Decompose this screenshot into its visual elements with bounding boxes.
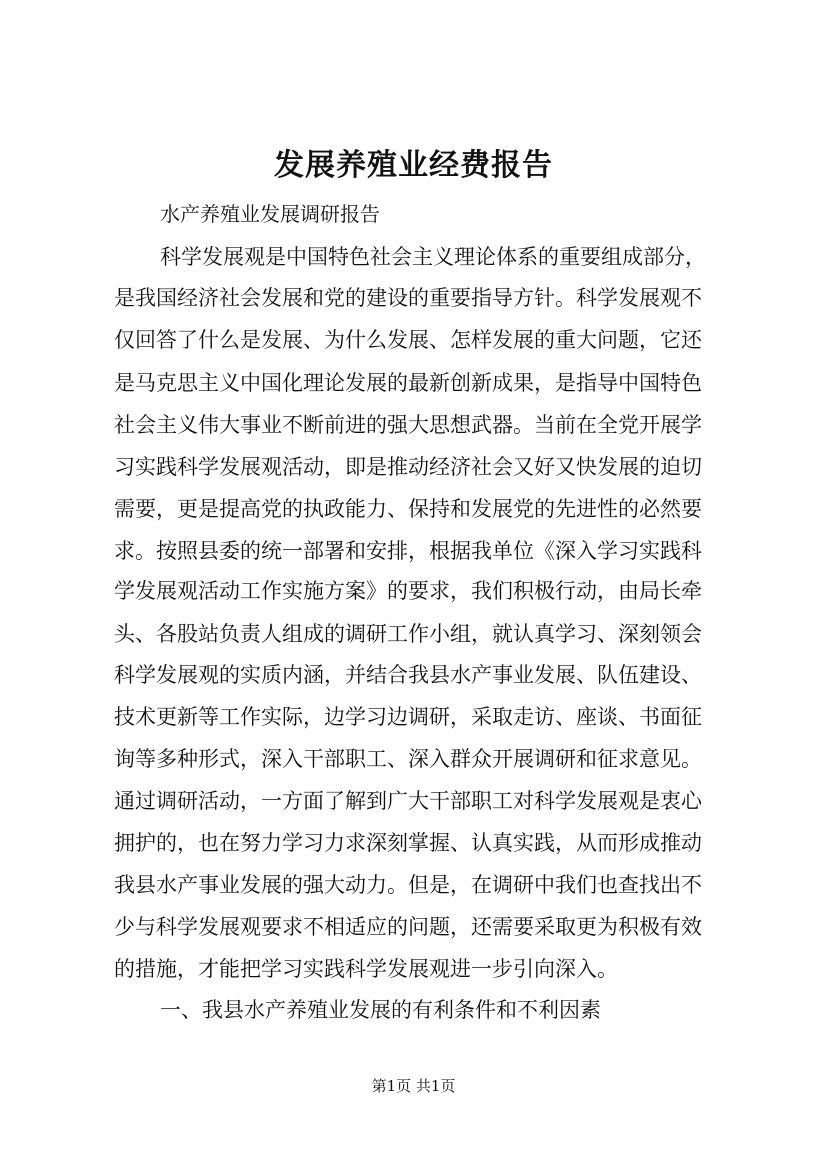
paragraph-line: 科学发展观是中国特色社会主义理论体系的重要组成部分， [160,245,706,269]
section-heading: 一、我县水产养殖业发展的有利条件和不利因素 [160,998,601,1022]
paragraph-line: 询等多种形式，深入干部职工、深入群众开展调研和征求意见。 [114,747,702,771]
paragraph-line: 是我国经济社会发展和党的建设的重要指导方针。科学发展观不 [114,286,702,310]
document-subtitle: 水产养殖业发展调研报告 [160,202,380,226]
document-title: 发展养殖业经费报告 [274,148,553,183]
paragraph-line: 仅回答了什么是发展、为什么发展、怎样发展的重大问题，它还 [114,328,702,352]
paragraph-line: 我县水产事业发展的强大动力。但是，在调研中我们也查找出不 [114,873,702,897]
page-footer: 第1页 共1页 [371,1077,456,1095]
paragraph-line: 的措施，才能把学习实践科学发展观进一步引向深入。 [114,957,618,981]
paragraph-line: 技术更新等工作实际，边学习边调研，采取走访、座谈、书面征 [114,705,702,729]
paragraph-line: 通过调研活动，一方面了解到广大干部职工对科学发展观是衷心 [114,789,702,813]
paragraph-line: 社会主义伟大事业不断前进的强大思想武器。当前在全党开展学 [114,413,702,437]
paragraph-line: 求。按照县委的统一部署和安排，根据我单位《深入学习实践科 [114,539,702,563]
paragraph-line: 头、各股站负责人组成的调研工作小组，就认真学习、深刻领会 [114,622,702,646]
paragraph-line: 习实践科学发展观活动，即是推动经济社会又好又快发展的迫切 [114,455,702,479]
paragraph-line: 少与科学发展观要求不相适应的问题，还需要采取更为积极有效 [114,915,702,939]
paragraph-line: 需要，更是提高党的执政能力、保持和发展党的先进性的必然要 [114,497,702,521]
paragraph-line: 科学发展观的实质内涵，并结合我县水产事业发展、队伍建设、 [114,663,702,687]
paragraph-line: 拥护的，也在努力学习力求深刻掌握、认真实践，从而形成推动 [114,831,702,855]
paragraph-line: 是马克思主义中国化理论发展的最新创新成果，是指导中国特色 [114,371,702,395]
paragraph-line: 学发展观活动工作实施方案》的要求，我们积极行动，由局长牵 [114,579,702,603]
